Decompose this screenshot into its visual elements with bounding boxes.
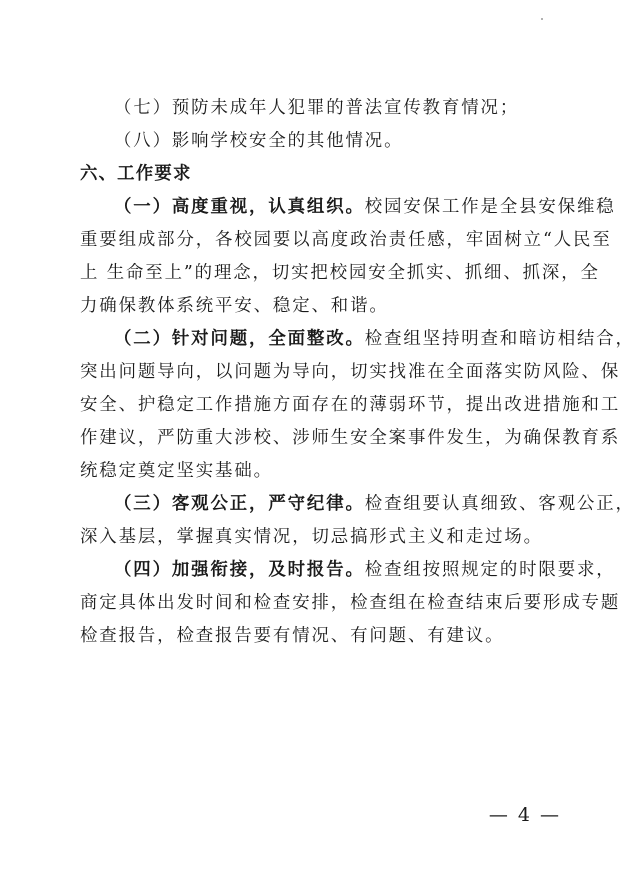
requirement-2-lead: 检查组坚持明查和暗访相结合， <box>364 329 635 349</box>
requirement-2-line: 作建议，严防重大涉校、涉师生安全案事件发生，为确保教育系 <box>80 428 621 448</box>
requirement-3-lead: 检查组要认真细致、客观公正， <box>364 494 635 514</box>
requirement-3-first-line <box>80 488 635 521</box>
requirement-4-line: 商定具体出发时间和检查安排，检查组在检查结束后要形成专题 <box>80 593 621 613</box>
requirement-1-lead: 校园安保工作是全县安保维稳 <box>364 197 616 217</box>
requirement-1-line: 力确保教体系统平安、稳定、和谐。 <box>80 296 389 316</box>
requirement-4-line: 检查报告，检查报告要有情况、有问题、有建议。 <box>80 626 505 646</box>
requirement-2-line: 突出问题导向，以问题为导向，切实找准在全面落实防风险、保 <box>80 362 621 382</box>
requirement-2-line: 安全、护稳定工作措施方面存在的薄弱环节，提出改进措施和工 <box>80 395 621 415</box>
requirement-1-line: 上 生命至上”的理念，切实把校园安全抓实、抓细、抓深，全 <box>80 263 600 283</box>
requirement-2-title: （二）针对问题，全面整改。 <box>114 329 365 349</box>
requirement-1-first-line <box>80 191 616 224</box>
requirement-4-title: （四）加强衔接，及时报告。 <box>114 560 365 580</box>
requirement-3-line: 深入基层，掌握真实情况，切忌搞形式主义和走过场。 <box>80 527 543 547</box>
list-item-7: （七）预防未成年人犯罪的普法宣传教育情况； <box>114 98 520 118</box>
requirement-3-title: （三）客观公正，严守纪律。 <box>114 494 365 514</box>
document-body <box>80 92 635 653</box>
requirement-2-line: 统稳定奠定坚实基础。 <box>80 461 273 481</box>
section-heading: 六、工作要求 <box>80 164 192 184</box>
requirement-1-line: 重要组成部分，各校园要以高度政治责任感，牢固树立“人民至 <box>80 230 612 250</box>
requirement-2-first-line <box>80 323 635 356</box>
requirement-4-lead: 检查组按照规定的时限要求， <box>364 560 616 580</box>
scan-speck <box>541 18 543 20</box>
requirement-4-first-line <box>80 554 616 587</box>
list-item-8: （八）影响学校安全的其他情况。 <box>114 131 404 151</box>
page-number: — 4 — <box>488 804 561 826</box>
requirement-1-title: （一）高度重视，认真组织。 <box>114 197 365 217</box>
